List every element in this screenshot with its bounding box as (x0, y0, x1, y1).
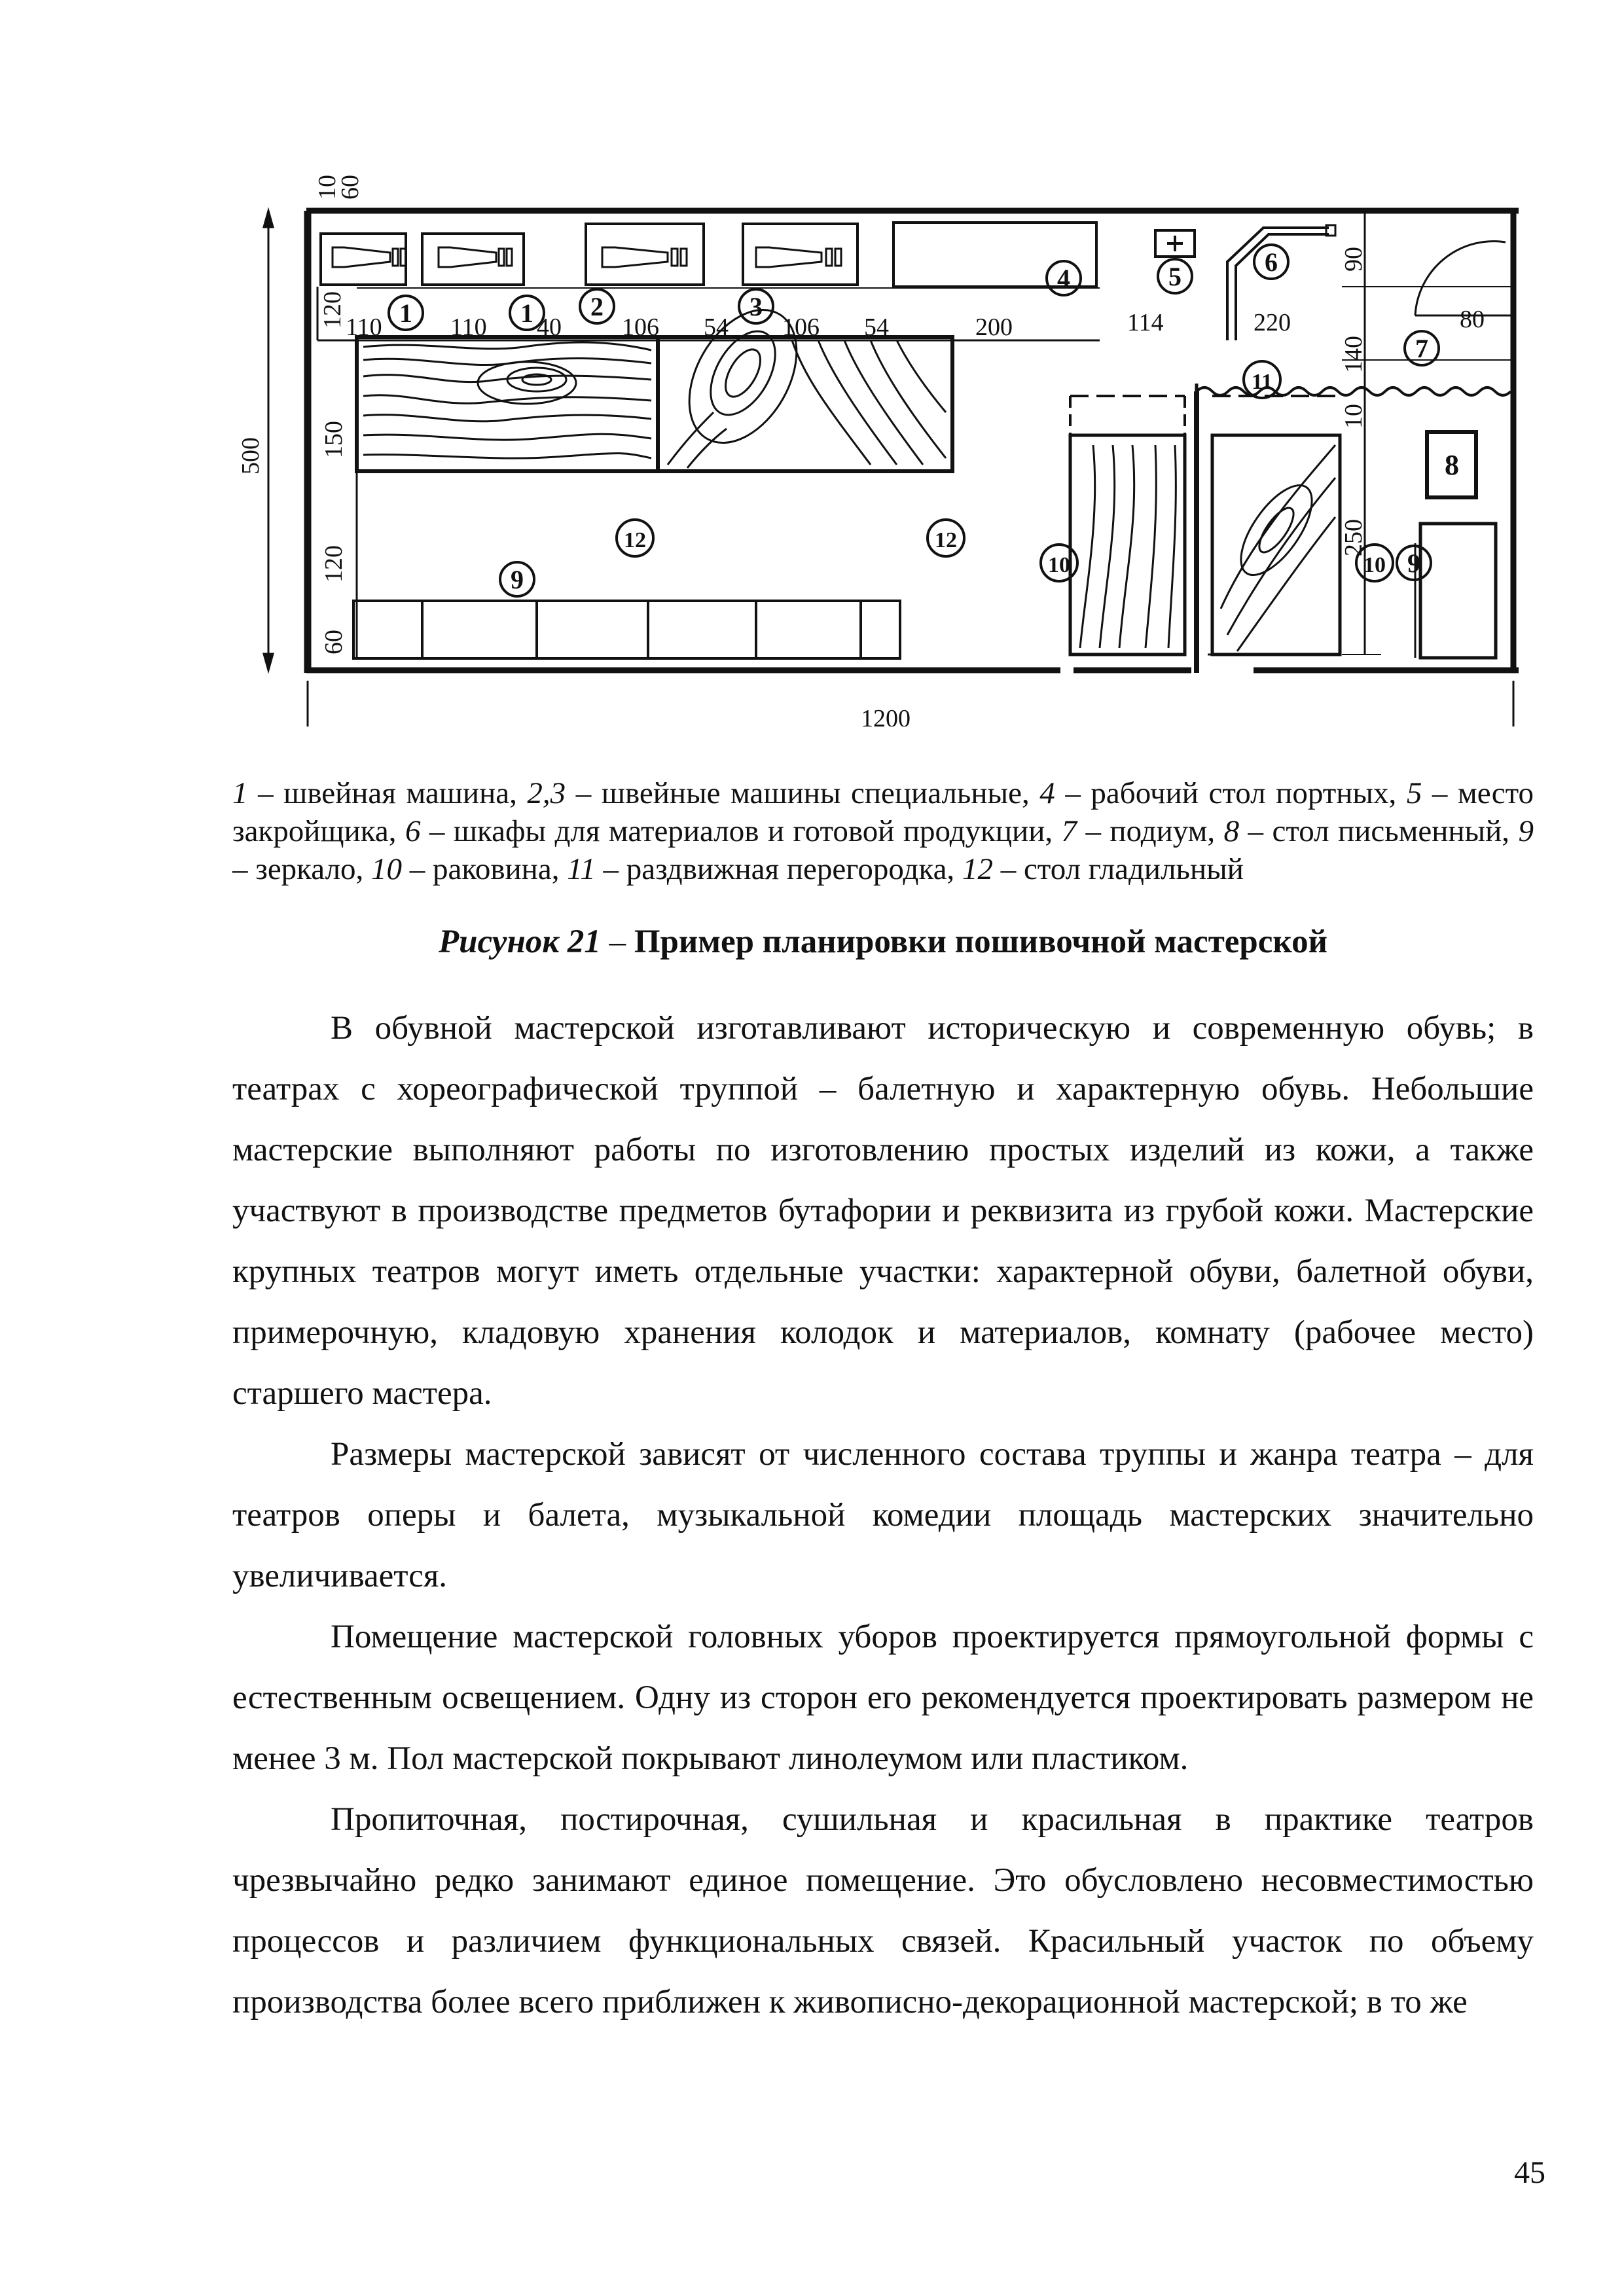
dim-40: 40 (537, 314, 562, 341)
svg-text:8: 8 (1445, 449, 1459, 481)
dim-10-b: 10 (1340, 404, 1367, 429)
dim-110-b: 110 (450, 314, 487, 341)
callout-10-left (1041, 545, 1077, 581)
legend-text-1: – швейная машина, (247, 776, 528, 810)
sewing-machines (321, 224, 857, 285)
dim-120-top: 120 (319, 291, 346, 329)
callout-9-left (500, 562, 534, 596)
legend-text-10: – раковина, (402, 852, 568, 886)
dim-200: 200 (975, 314, 1013, 341)
legend-num-2-3: 2,3 (527, 776, 566, 810)
dim-500: 500 (237, 437, 264, 475)
legend-num-12: 12 (962, 852, 993, 886)
svg-text:5: 5 (1168, 262, 1182, 291)
svg-text:10: 10 (1048, 553, 1070, 577)
dim-60-bottom: 60 (320, 630, 348, 655)
outer-walls (306, 211, 1519, 673)
dim-110-a: 110 (346, 314, 382, 341)
paragraph-3: Помещение мастерской головных уборов проектируется прямоугольной формы с естественным освещением. Одну из сторон его рекомендуется проектировать размером не менее 3 м. Пол мастерской покрывают линолеумом или пластиком. (232, 1619, 1534, 1777)
workshop-floor-plan (229, 151, 1525, 726)
svg-text:9: 9 (511, 565, 524, 594)
dim-90: 90 (1340, 247, 1367, 272)
legend-num-10: 10 (371, 852, 403, 886)
sliding-partition-11 (1197, 387, 1511, 395)
dim-114: 114 (1127, 309, 1164, 336)
legend-text-2-3: – швейные машины специальные, (566, 776, 1040, 810)
svg-text:3: 3 (749, 292, 763, 321)
callout-7 (1405, 331, 1439, 365)
svg-text:12: 12 (624, 528, 646, 552)
figure-legend (232, 774, 1534, 888)
svg-text:6: 6 (1265, 247, 1278, 277)
legend-text-5: – место закройщика, (232, 776, 1534, 848)
legend-num-6: 6 (405, 814, 421, 848)
svg-text:12: 12 (935, 528, 957, 552)
legend-text-6: – шкафы для материалов и готовой продукции, (420, 814, 1062, 848)
sinks-10 (1070, 396, 1340, 655)
paragraph-1: В обувной мастерской изготавливают историческую и современную обувь; в театрах с хореографической труппой – балетную и характерную обувь. Небольшие мастерские выполняют работы по изготовлению простых изделий из кожи, а также участвуют в производстве предметов бутафории и реквизита из грубой кожи. Мастерские крупных театров могут иметь отдельные участки: характерной обуви, балетной обуви, примерочную, кладовую хранения колодок и материалов, комнату (рабочее место) старшего мастера. (232, 1010, 1534, 1412)
podium-7-door (1415, 242, 1506, 315)
dim-80: 80 (1460, 306, 1485, 333)
dim-54-b: 54 (864, 314, 889, 341)
cutter-plus (1167, 236, 1183, 251)
dim-120-mid: 120 (320, 545, 348, 583)
dim-60-top: 60 (336, 175, 364, 200)
callout-9-right (1397, 546, 1431, 580)
mirror-bench-9 (353, 601, 900, 658)
dim-106-b: 106 (782, 314, 820, 341)
dim-140: 140 (1340, 336, 1367, 373)
callout-10-right (1356, 545, 1393, 581)
callout-1a (389, 296, 423, 330)
svg-text:1: 1 (399, 298, 412, 328)
svg-text:7: 7 (1415, 334, 1428, 363)
legend-num-4: 4 (1039, 776, 1055, 810)
legend-text-7: – подиум, (1077, 814, 1224, 848)
legend-num-9: 9 (1518, 814, 1534, 848)
svg-text:11: 11 (1251, 370, 1273, 394)
legend-text-12: – стол гладильный (992, 852, 1244, 886)
callouts (389, 245, 1459, 596)
dim-1200: 1200 (861, 705, 911, 726)
svg-text:1: 1 (520, 298, 533, 328)
callout-8 (1445, 449, 1459, 481)
callout-12-right (928, 520, 964, 556)
legend-num-1: 1 (232, 776, 248, 810)
legend-num-8: 8 (1223, 814, 1240, 848)
caption-dash: – (600, 924, 634, 960)
dim-10: 10 (314, 175, 341, 200)
legend-text-8: – стол письменный, (1239, 814, 1519, 848)
paragraph-2: Размеры мастерской зависят от численного состава труппы и жанра театра – для театров оперы и балета, музыкальной комедии площадь мастерских значительно увеличивается. (232, 1436, 1534, 1594)
callout-2 (580, 289, 614, 323)
page-number: 45 (1514, 2155, 1545, 2190)
callout-1b (510, 296, 544, 330)
legend-num-5: 5 (1406, 776, 1422, 810)
caption-title: Пример планировки пошивочной мастерской (634, 924, 1327, 960)
legend-text-9: – зеркало, (232, 852, 372, 886)
dim-150: 150 (320, 421, 348, 458)
svg-text:10: 10 (1363, 553, 1386, 577)
callout-6 (1254, 245, 1288, 279)
legend-num-7: 7 (1061, 814, 1077, 848)
dim-54-a: 54 (704, 314, 729, 341)
legend-text-4: – рабочий стол портных, (1055, 776, 1407, 810)
svg-text:4: 4 (1057, 264, 1070, 293)
dimension-lines (264, 211, 1513, 726)
dim-106-a: 106 (622, 314, 659, 341)
paragraph-4: Пропиточная, постирочная, сушильная и красильная в практике театров чрезвычайно редко занимают единое помещение. Это обусловлено несовместимостью процессов и различием функциональных связей. Красильный участок по объему производства более всего приближен к живописно-декорационной мастерской; в то же (232, 1801, 1534, 2020)
figure-caption (232, 923, 1534, 961)
svg-text:2: 2 (590, 292, 604, 321)
body-text (232, 998, 1534, 2033)
callout-11 (1244, 361, 1280, 398)
callout-3 (739, 289, 773, 323)
caption-label: Рисунок 21 (439, 924, 601, 960)
legend-text-11: – раздвижная перегородка, (595, 852, 962, 886)
callout-4 (1047, 261, 1081, 295)
legend-num-11: 11 (567, 852, 596, 886)
svg-text:9: 9 (1407, 548, 1420, 578)
dim-220: 220 (1254, 309, 1291, 336)
callout-5 (1158, 259, 1192, 293)
callout-12-left (617, 520, 653, 556)
dim-250: 250 (1340, 519, 1367, 556)
mirror-9-right (1420, 524, 1496, 658)
